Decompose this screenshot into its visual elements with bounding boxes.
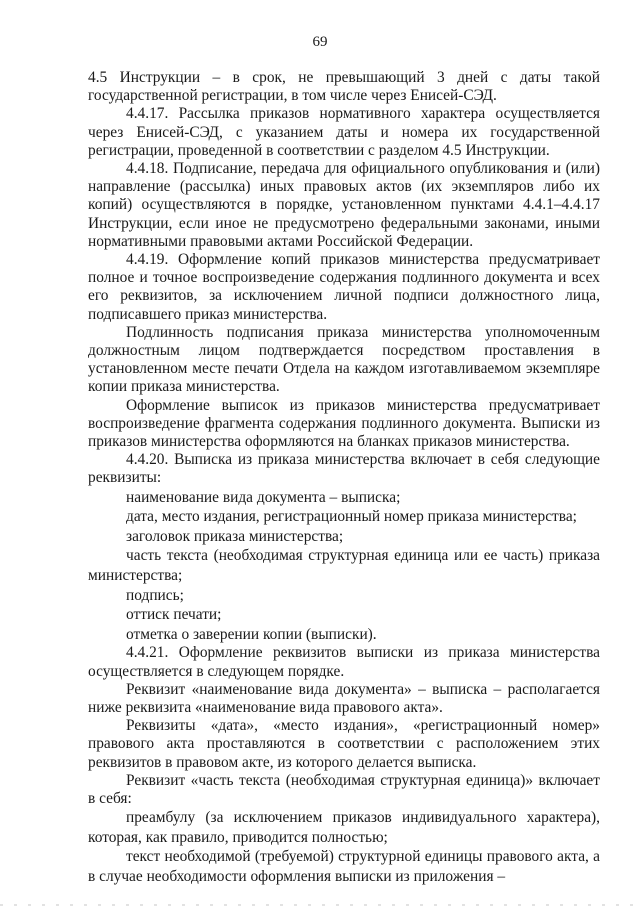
page-number: 69 [312,34,328,50]
list-item: текст необходимой (требуемой) структурной единицы правового акта, а в случае необходимости оформления выписки из приложения – [88,848,600,886]
paragraph-4-4-18: 4.4.18. Подписание, передача для официального опубликования и (или) направление (рассылка) иных правовых актов (их экземпляров либо их копий) осуществляются в порядке, установленном пунктами 4.4.1–4.4.17 Инструкции, если иное не предусмотрено федеральными законами, иными нормативными правовыми актами Российской Федерации. [88,160,600,250]
paragraph-date-place-number: Реквизиты «дата», «место издания», «регистрационный номер» правового акта проставляются в соответствии с расположением этих реквизитов в правовом акте, из которого делается выписка. [88,717,600,771]
list-item: заголовок приказа министерства; [126,527,344,545]
paragraph-4-4-21: 4.4.21. Оформление реквизитов выписки из приказа министерства осуществляется в следующем порядке. [88,644,600,680]
list-item: преамбулу (за исключением приказов индивидуального характера), которая, как правило, приводится полностью; [88,809,600,846]
list-item: дата, место издания, регистрационный номер приказа министерства; [126,508,577,526]
paragraph-4-4-17: 4.4.17. Рассылка приказов нормативного характера осуществляется через Енисей-СЭД, с указанием даты и номера их государственной регистрации, проведенной в соответствии с разделом 4.5 Инструкции. [88,105,600,159]
list-item: оттиск печати; [126,606,222,624]
paragraph-text-part-requisite: Реквизит «часть текста (необходимая структурная единица)» включает в себя: [88,771,600,808]
paragraph-continuation: 4.5 Инструкции – в срок, не превышающий 3 дней с даты такой государственной регистрации, в том числе через Енисей-СЭД. [88,69,600,105]
list-item: отметка о заверении копии (выписки). [126,625,377,643]
list-item: наименование вида документа – выписка; [126,488,401,506]
paragraph-extracts: Оформление выписок из приказов министерства предусматривает воспроизведение фрагмента содержания подлинного документа. Выписки из приказов министерства оформляются на бланках приказов министерства. [88,396,600,451]
document-body [88,69,600,887]
paragraph-4-4-20: 4.4.20. Выписка из приказа министерства включает в себя следующие реквизиты: [88,451,600,487]
paragraph-doc-type-requisite: Реквизит «наименование вида документа» – выписка – располагается ниже реквизита «наименование вида правового акта». [88,680,600,717]
paragraph-4-4-19: 4.4.19. Оформление копий приказов министерства предусматривает полное и точное воспроизведение содержания подлинного документа и всех его реквизитов, за исключением личной подписи должностного лица, подписавшего приказ министерства. [88,251,600,323]
list-item: подпись; [126,586,184,604]
paragraph-signature-authenticity: Подлинность подписания приказа министерства уполномоченным должностным лицом подтверждается посредством проставления в установленном месте печати Отдела на каждом изготавливаемом экземпляре копии приказа министерства. [88,323,600,396]
scan-artifact [0,904,640,906]
list-item: часть текста (необходимая структурная единица или ее часть) приказа министерства; [88,547,600,585]
